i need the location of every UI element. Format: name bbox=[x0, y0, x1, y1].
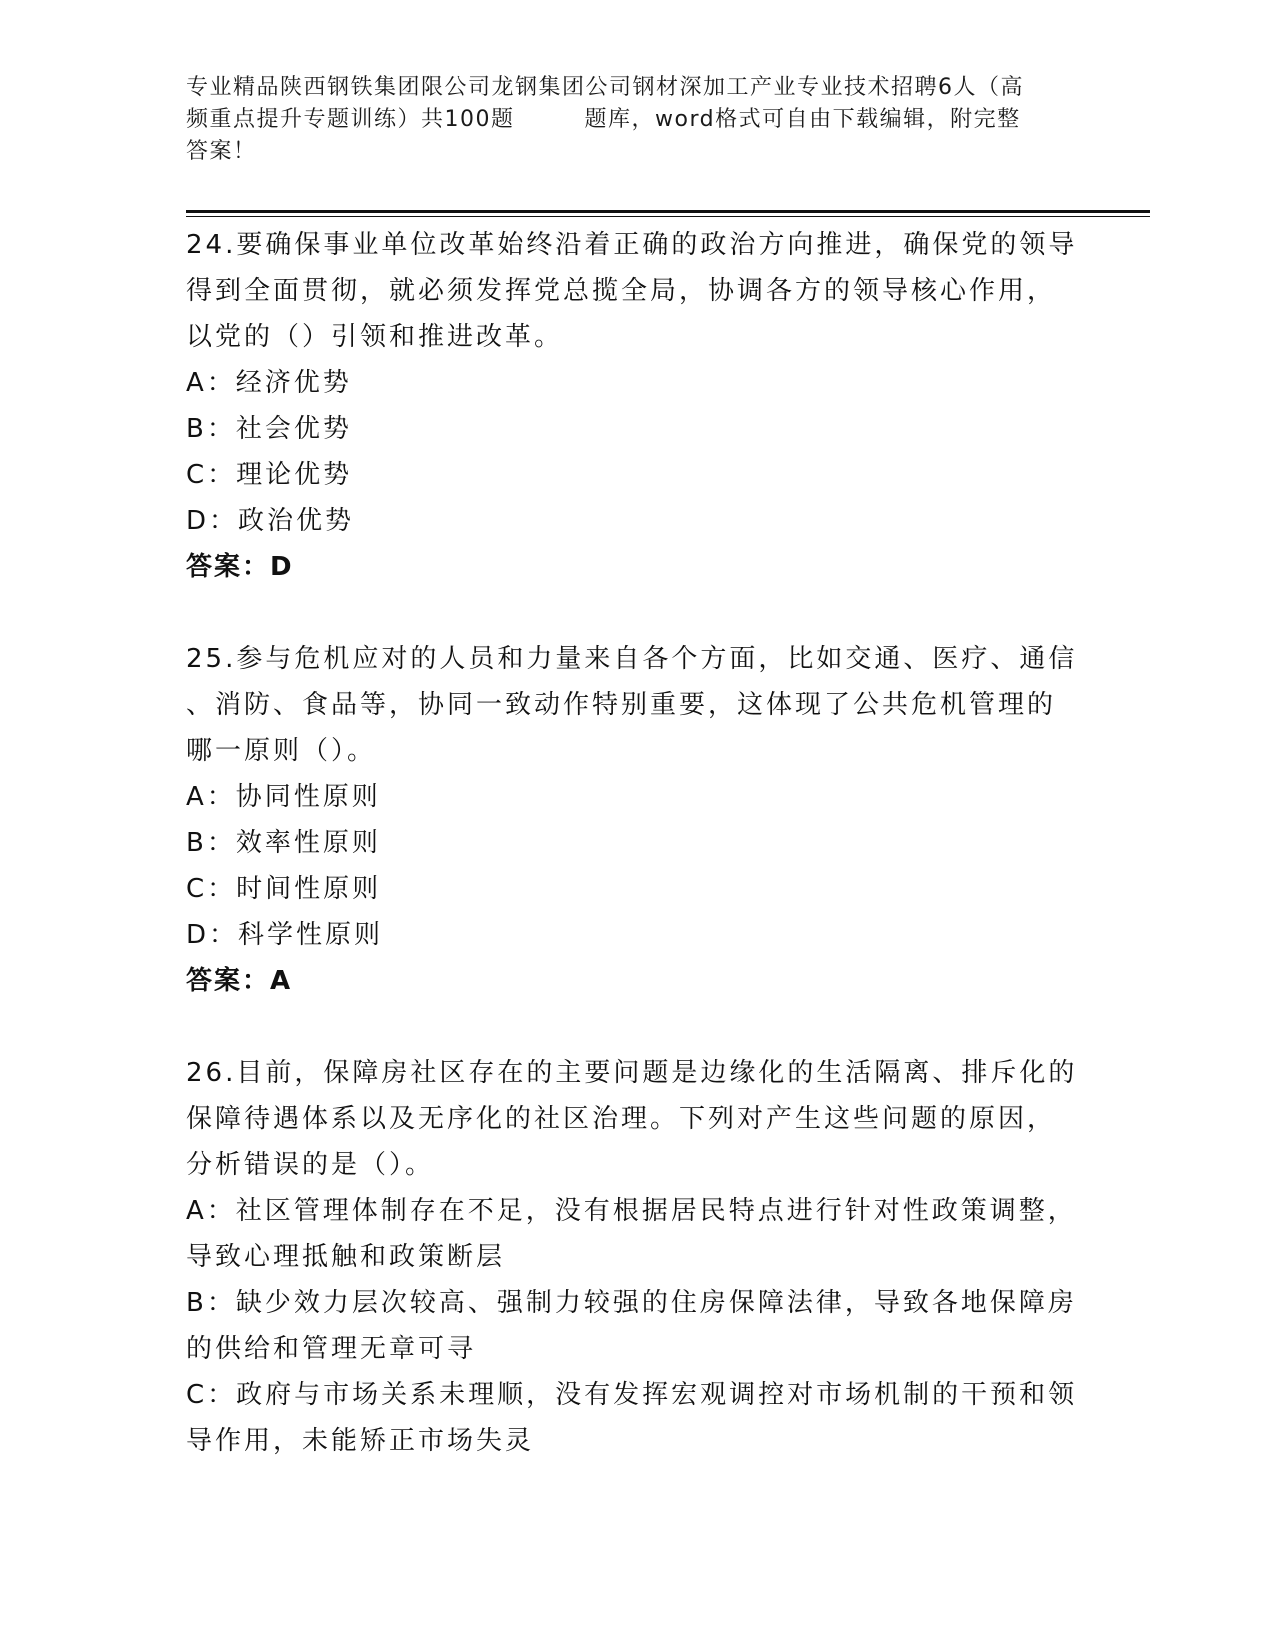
header-line-3: 答案！ bbox=[186, 139, 257, 164]
question-24 bbox=[186, 222, 1086, 590]
option-a: A：社区管理体制存在不足，没有根据居民特点进行针对性政策调整， bbox=[186, 1196, 1077, 1226]
header-divider-thin bbox=[186, 216, 1150, 217]
option-b: B：效率性原则 bbox=[186, 828, 381, 858]
question-26 bbox=[186, 1050, 1086, 1464]
question-stem-line: 保障待遇体系以及无序化的社区治理。下列对产生这些问题的原因， bbox=[186, 1104, 1057, 1134]
header-line-1: 专业精品陕西钢铁集团限公司龙钢集团公司钢材深加工产业专业技术招聘6人（高 bbox=[186, 75, 1024, 100]
option-c: C：时间性原则 bbox=[186, 874, 382, 904]
header-line-2-part-2: 题库，word格式可自由下载编辑，附完整 bbox=[584, 107, 1021, 132]
option-b: B：社会优势 bbox=[186, 414, 352, 444]
question-stem-line: 26.目前，保障房社区存在的主要问题是边缘化的生活隔离、排斥化的 bbox=[186, 1058, 1078, 1088]
document-header bbox=[186, 72, 1076, 168]
question-stem-line: 24.要确保事业单位改革始终沿着正确的政治方向推进，确保党的领导 bbox=[186, 230, 1078, 260]
option-a-continued: 导致心理抵触和政策断层 bbox=[186, 1242, 506, 1272]
option-b: B：缺少效力层次较高、强制力较强的住房保障法律，导致各地保障房 bbox=[186, 1288, 1077, 1318]
question-stem-line: 得到全面贯彻，就必须发挥党总揽全局，协调各方的领导核心作用， bbox=[186, 276, 1057, 306]
question-list bbox=[186, 222, 1086, 1510]
answer-key: 答案：D bbox=[186, 552, 294, 582]
option-a: A：协同性原则 bbox=[186, 782, 381, 812]
option-b-continued: 的供给和管理无章可寻 bbox=[186, 1334, 477, 1364]
option-c-continued: 导作用，未能矫正市场失灵 bbox=[186, 1426, 535, 1456]
question-stem-line: 分析错误的是（）。 bbox=[186, 1150, 435, 1180]
option-a: A：经济优势 bbox=[186, 368, 352, 398]
question-stem-line: 以党的（）引领和推进改革。 bbox=[186, 322, 564, 352]
question-stem-line: 哪一原则（）。 bbox=[186, 736, 377, 766]
question-25 bbox=[186, 636, 1086, 1004]
header-divider-thick bbox=[186, 210, 1150, 213]
question-stem-line: 25.参与危机应对的人员和力量来自各个方面，比如交通、医疗、通信 bbox=[186, 644, 1078, 674]
option-c: C：理论优势 bbox=[186, 460, 353, 490]
header-line-2 bbox=[186, 104, 1076, 136]
option-d: D：科学性原则 bbox=[186, 920, 384, 950]
option-c: C：政府与市场关系未理顺，没有发挥宏观调控对市场机制的干预和领 bbox=[186, 1380, 1078, 1410]
header-line-2-part-1: 频重点提升专题训练）共100题 bbox=[186, 107, 515, 132]
answer-key: 答案：A bbox=[186, 966, 293, 996]
option-d: D：政治优势 bbox=[186, 506, 355, 536]
question-stem-line: 、消防、食品等，协同一致动作特别重要，这体现了公共危机管理的 bbox=[186, 690, 1057, 720]
